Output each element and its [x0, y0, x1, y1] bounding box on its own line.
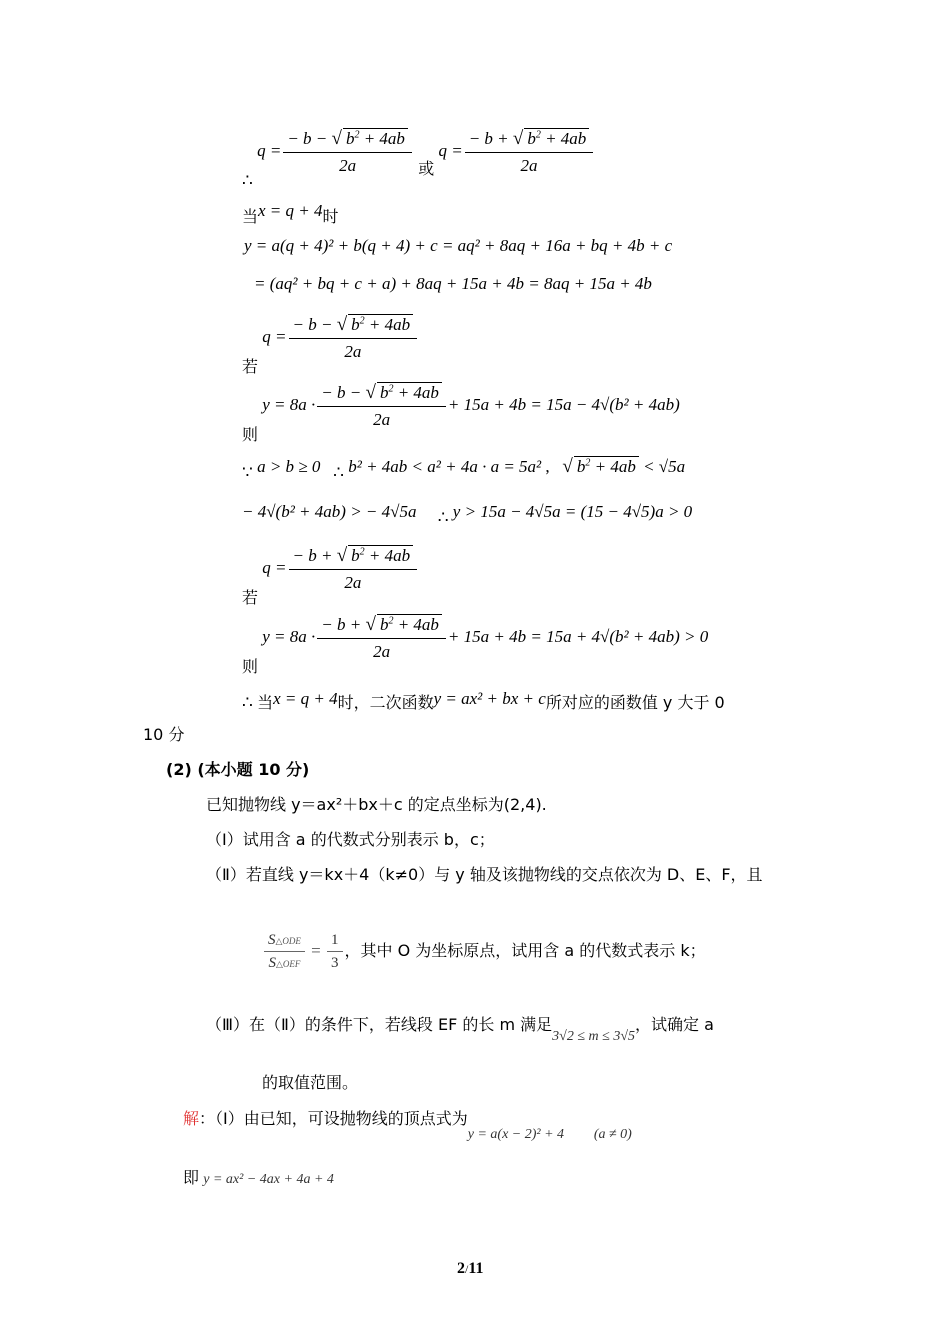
b2-ineq: b² + 4ab < a² + 4a · a = 5a² — [348, 457, 542, 476]
when-word-2: 当 — [257, 693, 274, 712]
then-y-minus-line — [242, 382, 680, 444]
tail-text: 所对应的函数值 y 大于 0 — [545, 693, 725, 712]
or-word: 或 — [418, 158, 435, 178]
then-2-rest: + 15a + 4b = 15a + 4√(b² + 4ab) > 0 — [447, 626, 709, 646]
area-ratio: $\frac{\text{S△ODE}}{\text{S△OEF}}$ — [264, 932, 305, 972]
because-line — [242, 456, 686, 482]
then-y-plus-line — [242, 614, 709, 676]
problem-part1: （Ⅰ）试用含 a 的代数式分别表示 b，c； — [206, 830, 495, 849]
x-eq-q4: x = q + 4 — [258, 201, 323, 220]
mid-text: 时，二次函数 — [337, 693, 434, 712]
if-word: 若 — [242, 356, 259, 376]
problem-part2: （Ⅱ）若直线 y＝kx＋4（k≠0）与 y 轴及该抛物线的交点依次为 D、E、F，且 — [206, 865, 763, 884]
solution-colon: ： — [199, 1109, 216, 1128]
y-gt-conclusion: y > 15a − 4√5a = (15 − 4√5)a > 0 — [452, 502, 693, 521]
because-symbol: ∵ — [242, 463, 253, 482]
x-eq-q4-2: x = q + 4 — [273, 689, 338, 708]
therefore-symbol-3: ∴ — [437, 508, 449, 527]
time-word: 时 — [322, 207, 339, 226]
ratio-line: $\frac{\text{S△ODE}}{\text{S△OEF}}$ = $\frac{1}{3}$ ，其中 O 为坐标原点，试用含 a 的代数式表示 k； — [262, 932, 706, 972]
q-plus-formula: q = $\frac{- b + √ b^2 + 4ab}{2a}$ — [438, 141, 595, 160]
therefore-symbol-2: ∴ — [333, 463, 344, 482]
if-q-minus-line — [242, 314, 419, 376]
problem-part3: （Ⅲ）在（Ⅱ）的条件下，若线段 EF 的长 m 满足 — [206, 1015, 553, 1034]
expanded-form: y = ax² − 4ax + 4a + 4 — [203, 1172, 334, 1187]
step2-prefix: 即 — [183, 1168, 200, 1187]
page-number — [457, 1260, 483, 1278]
problem-part2-cont: ，其中 O 为坐标原点，试用含 a 的代数式表示 k； — [344, 940, 706, 960]
when-word: 当 — [242, 207, 259, 226]
q-minus-formula-2: q = $\frac{- b - √ b^2 + 4ab}{2a}$ — [262, 327, 419, 346]
then-word: 则 — [242, 424, 259, 444]
y-expand-line-1: y = a(q + 4)² + b(q + 4) + c = aq² + 8aq + 16a + bq + 4b + c — [244, 236, 673, 255]
y-quadratic: y = ax² + bx + c — [433, 689, 546, 708]
therefore-symbol-4: ∴ — [242, 693, 253, 712]
vertex-form: y = a(x − 2)² + 4 — [467, 1127, 565, 1142]
final-conclusion-line — [242, 686, 725, 712]
m-range: 3√2 ≤ m ≤ 3√5 — [552, 1029, 636, 1044]
y-8a-minus: y = 8a · $\frac{- b - √ b^2 + 4ab}{2a}$ + 15a + 4b = 15a − 4√(b² + 4ab) — [262, 382, 680, 429]
a-gt-b: a > b ≥ 0 — [257, 457, 321, 476]
ratio-value: $\frac{1}{3}$ — [327, 932, 343, 972]
sqrt-ineq-lhs: √ $b^2 + 4ab$ — [562, 457, 638, 476]
when-x-line — [242, 198, 339, 226]
score-text: 10 分 — [143, 725, 185, 744]
then-word-2: 则 — [242, 656, 259, 676]
if-q-plus-line — [242, 545, 419, 607]
solution-step1: （I）由已知，可设抛物线的顶点式为 — [215, 1109, 468, 1128]
page-total: 11 — [468, 1260, 484, 1277]
q-minus-formula: q = $\frac{- b - √ b^2 + 4ab}{2a}$ — [257, 141, 414, 160]
q-plus-formula-2: q = $\frac{- b + √ b^2 + 4ab}{2a}$ — [262, 558, 419, 577]
problem-part3-cont: 的取值范围。 — [262, 1073, 359, 1092]
therefore-symbol: ∴ — [242, 170, 253, 190]
solution-label: 解 — [183, 1109, 200, 1128]
comma: , — [545, 457, 550, 476]
y-expand-line-2: = (aq² + bq + c + a) + 8aq + 15a + 4b = 8aq + 15a + 4b — [254, 274, 652, 293]
problem-statement: 已知抛物线 y＝ax²＋bx＋c 的定点坐标为(2,4). — [206, 795, 547, 814]
problem-heading: (2) (本小题 10 分) — [166, 760, 310, 779]
y-8a-plus: y = 8a · $\frac{- b + √ b^2 + 4ab}{2a}$ + 15a + 4b = 15a + 4√(b² + 4ab) > 0 — [262, 614, 709, 661]
neg-ineq: − 4√(b² + 4ab) > − 4√5a — [242, 502, 417, 521]
negative-ineq-line — [242, 502, 693, 527]
sqrt-ineq-rhs: < √5a — [643, 457, 686, 476]
page-sep: / — [465, 1262, 469, 1276]
a-nonzero: (a ≠ 0) — [593, 1127, 632, 1142]
if-word-2: 若 — [242, 587, 259, 607]
solution-step2-line — [183, 1165, 334, 1188]
q-solutions-line — [242, 128, 595, 190]
problem-part3-tail: ，试确定 a — [635, 1015, 714, 1034]
then-1-rest: + 15a + 4b = 15a − 4√(b² + 4ab) — [447, 394, 680, 414]
page-current: 2 — [457, 1260, 465, 1277]
